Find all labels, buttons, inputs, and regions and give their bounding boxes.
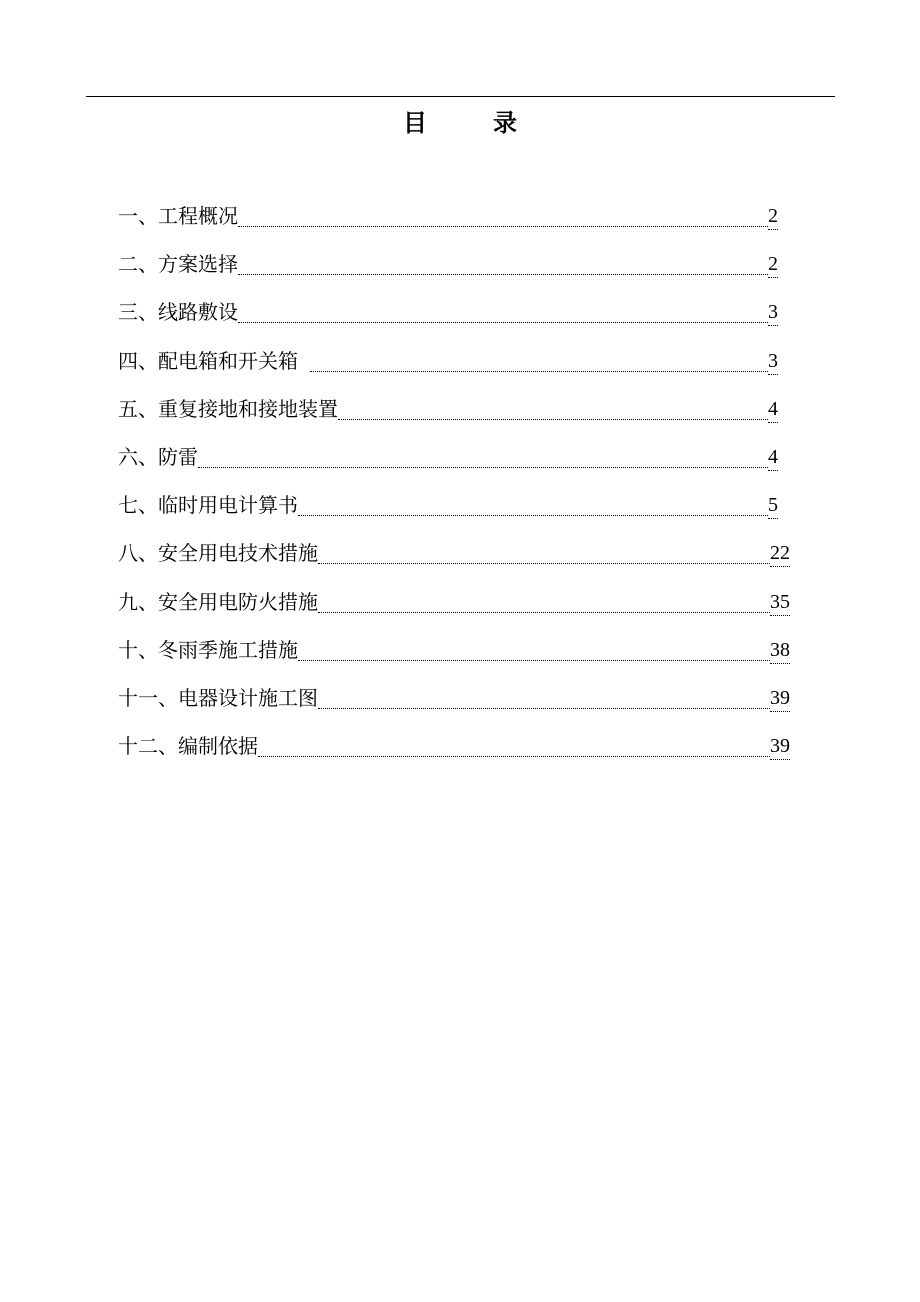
toc-entry-page-number: 2 — [768, 251, 778, 278]
toc-entry[interactable] — [118, 586, 790, 618]
toc-dot-leader — [338, 419, 768, 420]
toc-dot-leader — [238, 226, 768, 227]
toc-entry[interactable] — [118, 730, 790, 762]
toc-entry[interactable] — [118, 489, 778, 521]
toc-entry[interactable] — [118, 537, 790, 569]
toc-entry-page-number: 3 — [768, 299, 778, 326]
toc-entry-label: 十一、电器设计施工图 — [118, 686, 318, 710]
toc-entry-label: 五、重复接地和接地装置 — [118, 396, 338, 421]
toc-dot-leader — [238, 322, 768, 323]
toc-entry[interactable] — [118, 248, 778, 280]
toc-dot-leader — [198, 467, 768, 468]
toc-entry[interactable] — [118, 296, 778, 328]
toc-entry-label: 八、安全用电技术措施 — [118, 541, 318, 566]
toc-entry-label: 四、配电箱和开关箱 — [118, 348, 298, 373]
toc-dot-leader — [298, 515, 768, 516]
toc-entry[interactable] — [118, 345, 778, 377]
toc-dot-leader — [310, 371, 768, 372]
toc-entry-label: 十、冬雨季施工措施 — [118, 637, 298, 662]
toc-entry-page-number: 38 — [770, 637, 790, 664]
toc-entry-label: 七、临时用电计算书 — [118, 493, 298, 518]
toc-dot-leader — [318, 563, 770, 564]
header-rule — [86, 96, 835, 97]
toc-entry-page-number: 4 — [768, 444, 778, 471]
toc-entry-label: 九、安全用电防火措施 — [118, 589, 318, 614]
toc-entry-label: 二、方案选择 — [118, 252, 238, 277]
toc-dot-leader — [258, 756, 770, 757]
toc-entry[interactable] — [118, 200, 778, 232]
toc-entry-label: 六、防雷 — [118, 445, 198, 469]
toc-entry-label: 三、线路敷设 — [118, 300, 238, 325]
toc-entry-page-number: 4 — [768, 396, 778, 423]
toc-dot-leader — [238, 274, 768, 275]
toc-dot-leader — [318, 708, 770, 709]
toc-entry-page-number: 22 — [770, 540, 790, 567]
toc-entry-page-number: 39 — [770, 733, 790, 760]
toc-dot-leader — [298, 660, 770, 661]
toc-entry-label: 一、工程概况 — [118, 204, 238, 228]
toc-entry[interactable] — [118, 441, 778, 473]
title-char-2: 录 — [493, 108, 517, 137]
toc-entry-page-number: 3 — [768, 348, 778, 375]
toc-entry-page-number: 35 — [770, 589, 790, 616]
toc-entry-page-number: 5 — [768, 492, 778, 519]
toc-entry-page-number: 39 — [770, 685, 790, 712]
toc-entry[interactable] — [118, 634, 790, 666]
toc-entry[interactable] — [118, 393, 778, 425]
toc-dot-leader — [318, 612, 770, 613]
toc-entry-label: 十二、编制依据 — [118, 734, 258, 759]
toc-entry[interactable] — [118, 682, 790, 714]
page-title — [0, 104, 920, 142]
toc-entry-page-number: 2 — [768, 203, 778, 230]
title-char-1: 目 — [403, 108, 427, 137]
